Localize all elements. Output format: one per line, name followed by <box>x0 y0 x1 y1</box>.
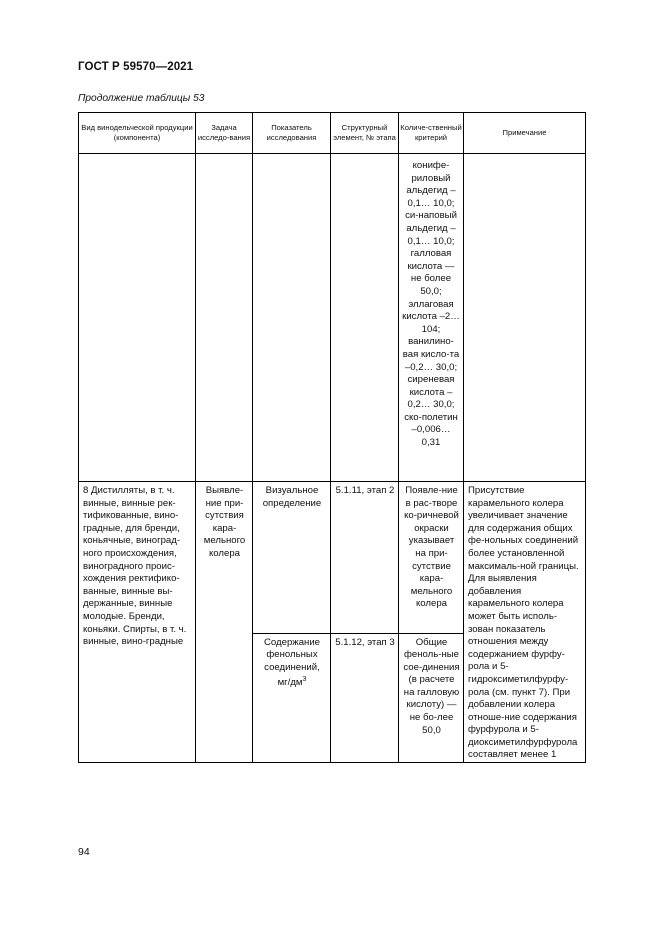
cell-criterion-continued: конифе-риловый альдегид –0,1… 10,0; си-наповый альдегид –0,1… 10,0; галловая кислота — не более 50,0; эллаговая кислота –2… 104; ванилино-вая кисло-та –0,2… 30,0; сиреневая кислота –0,2… 30,0; ско-полетин –0,006… 0,31 <box>399 154 464 482</box>
cell-element-1: 5.1.11, этап 2 <box>331 482 399 634</box>
table-row-8a <box>79 482 586 634</box>
data-table <box>78 112 586 763</box>
table-caption: Продолжение таблицы 53 <box>78 93 205 104</box>
header-element: Структурный элемент, № этапа <box>331 113 399 154</box>
unit-superscript: 3 <box>302 676 307 684</box>
cell-empty <box>464 154 586 482</box>
header-indicator: Показатель исследования <box>253 113 331 154</box>
cell-criterion-2: Общие феноль-ные сое-динения (в расчете на галловую кислоту) — не бо-лее 50,0 <box>399 633 464 763</box>
cell-empty <box>331 154 399 482</box>
header-product: Вид винодельческой продукции (компонента) <box>79 113 196 154</box>
header-criterion: Количе-ственный критерий <box>399 113 464 154</box>
cell-note: Присутствие карамельного колера увеличивает значение для содержания общих фе-нольных соединений более установленной максималь-ной границы. Для выявления добавления карамельного колера может быть исполь-зован показатель отношения между содержанием фурфу-рола и 5-гидроксиметилфурфу-рола (см. пункт 7). При добавлении колера отноше-ние содержания фурфурола и 5-диоксиметилфурфурола составляет менее 1 <box>464 482 586 763</box>
document-header: ГОСТ Р 59570—2021 <box>78 61 194 73</box>
cell-empty <box>253 154 331 482</box>
cell-element-2: 5.1.12, этап 3 <box>331 633 399 763</box>
header-task: Задача исследо-вания <box>196 113 253 154</box>
cell-empty <box>196 154 253 482</box>
cell-indicator-visual: Визуальное определение <box>253 482 331 634</box>
cell-task: Выявле-ние при-сутствия кара-мельного колера <box>196 482 253 763</box>
page-number: 94 <box>78 846 90 858</box>
table-header-row <box>79 113 586 154</box>
cell-indicator-phenolic <box>253 633 331 763</box>
header-note: Примечание <box>464 113 586 154</box>
table-row-continuation <box>79 154 586 482</box>
indicator-phenolic-text: Содержание фенольных соединений, мг/дм <box>263 636 321 689</box>
cell-product: 8 Дистилляты, в т. ч. винные, винные рек-тификованные, вино-градные, для бренди, коньячные, виноград-ного происхождения, виноградного проис-хождения ректифико-ванные, винные вы-держанные, винные молодые. Бренди, коньяки. Спирты, в т. ч. винные, вино-градные <box>79 482 196 763</box>
cell-empty <box>79 154 196 482</box>
cell-criterion-1: Появле-ние в рас-творе ко-ричневой окраски указывает на при-сутствие кара-мельного колера <box>399 482 464 634</box>
